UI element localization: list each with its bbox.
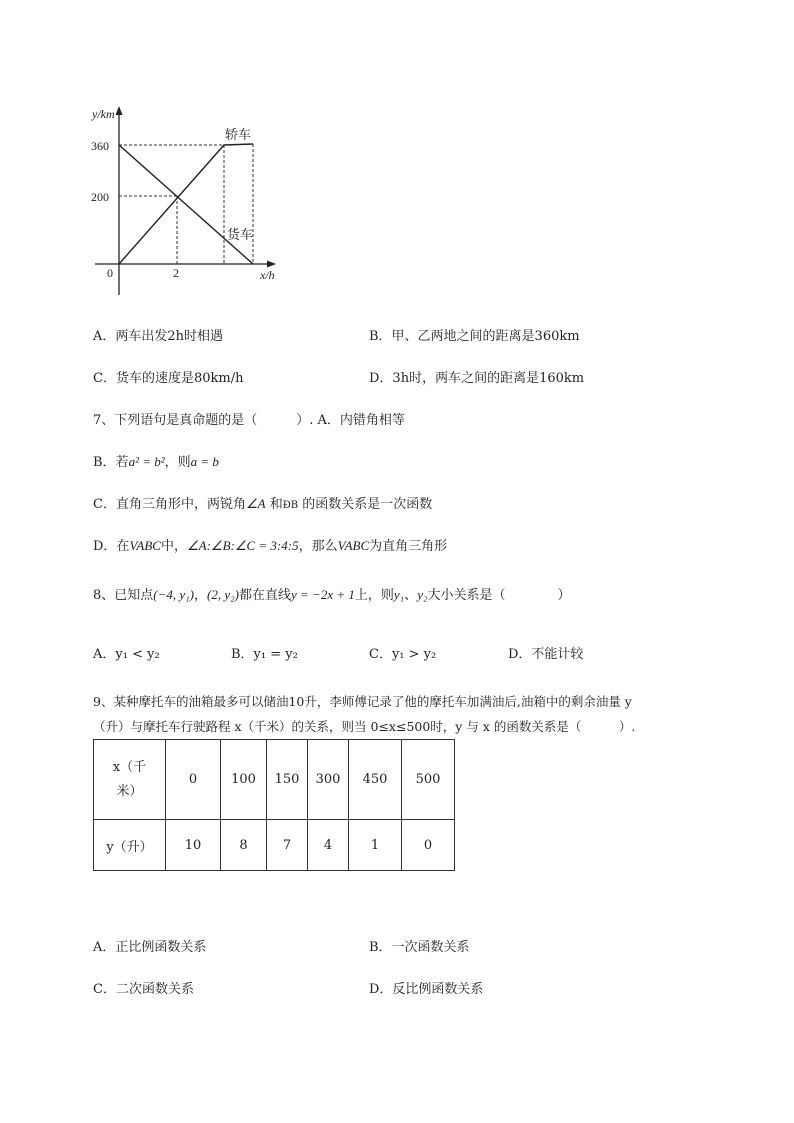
y-axis-label: y/km — [92, 107, 115, 121]
distance-time-graph — [90, 100, 290, 300]
car-label: 轿车 — [225, 128, 252, 143]
x-axis-label: x/h — [260, 268, 275, 282]
q7-b-mid: ，则 — [164, 455, 191, 470]
q9-data-table — [93, 739, 455, 871]
q7-c-angle-b: ÐB — [282, 500, 299, 511]
q7-d-prefix: D．在 — [93, 539, 130, 554]
x-value-cell: 500 — [402, 740, 455, 820]
q7-stem: 7、下列语句是真命题的是（ ）. A．内错角相等 — [93, 413, 405, 428]
q8-stem-mid2: 上，则 — [354, 588, 394, 603]
q7-option-b — [93, 451, 219, 470]
q8-point1: (−4, y₁) — [153, 587, 195, 602]
q7-c-and: 和 — [265, 497, 283, 512]
q7-b-math: a² = b² — [128, 454, 165, 469]
q7-b-prefix: B．若 — [93, 455, 129, 470]
q9-stem-line1: 9、某种摩托车的油箱最多可以储油10升，李师傅记录了他的摩托车加满油后,油箱中的剩余油量 y — [93, 694, 632, 709]
q8-sep: 、 — [404, 588, 418, 603]
q6-option-b: B．甲、乙两地之间的距离是360km — [369, 329, 580, 344]
q7-option-d — [93, 535, 447, 554]
q8-stem-prefix: 8、已知点 — [93, 588, 154, 603]
q7-d-in: 中， — [160, 539, 187, 554]
y-tick-200: 200 — [91, 190, 109, 204]
q7-c-suffix: 的函数关系是一次函数 — [298, 497, 433, 512]
q8-y2: y₂ — [417, 587, 428, 602]
x-value-cell: 100 — [221, 740, 267, 820]
q7-d-tri2: VABC — [337, 538, 370, 553]
q7-d-tri: VABC — [129, 538, 161, 553]
y-value-cell: 4 — [308, 820, 349, 871]
q7-c-prefix: C．直角三角形中，两锐角 — [93, 497, 246, 512]
q7-c-angle-a: ∠A — [245, 496, 266, 511]
x-value-cell: 150 — [267, 740, 308, 820]
x-axis-arrow — [267, 261, 276, 268]
q6-option-a: A．两车出发2h时相遇 — [93, 329, 224, 344]
origin-label: 0 — [107, 266, 113, 280]
y-tick-360: 360 — [91, 139, 109, 153]
q7-b-math2: a = b — [190, 454, 219, 469]
x-value-cell: 300 — [308, 740, 349, 820]
q8-comma: ， — [194, 588, 208, 603]
table-row-y — [94, 820, 455, 871]
q6-option-d: D．3h时，两车之间的距离是160km — [369, 371, 585, 386]
y-value-cell: 7 — [267, 820, 308, 871]
x-header-line2: 米） — [116, 783, 143, 799]
q9-option-d: D．反比例函数关系 — [369, 982, 484, 997]
q9-option-c: C．二次函数关系 — [93, 982, 194, 997]
y-value-cell: 10 — [166, 820, 221, 871]
x-header-cell — [94, 740, 166, 820]
q8-stem-mid: 都在直线 — [238, 588, 291, 603]
q8-option-b: B．y₁ = y₂ — [231, 647, 298, 662]
q8-option-d: D．不能计较 — [508, 647, 584, 662]
q8-stem — [93, 584, 571, 603]
table-row-x — [94, 740, 455, 820]
q9-stem-line2: （升）与摩托车行驶路程 x（千米）的关系，则当 0≤x≤500时，y 与 x 的函数关系是（ ）. — [93, 719, 636, 734]
q8-stem-suffix: 大小关系是（ ） — [427, 588, 571, 603]
q8-option-c: C．y₁ > y₂ — [369, 647, 437, 662]
q9-option-a: A．正比例函数关系 — [93, 940, 207, 955]
y-axis-arrow — [116, 106, 123, 115]
x-header-line1: x（千 — [112, 759, 147, 775]
q8-point2: (2, y₂) — [207, 587, 239, 602]
x-value-cell: 0 — [166, 740, 221, 820]
q7-option-c — [93, 493, 432, 512]
y-header-cell: y（升） — [94, 820, 166, 871]
q8-option-a: A．y₁ < y₂ — [93, 647, 160, 662]
q7-d-then: ，那么 — [298, 539, 338, 554]
q6-option-c: C．货车的速度是80km/h — [93, 371, 244, 386]
truck-label: 货车 — [227, 228, 254, 243]
x-value-cell: 450 — [349, 740, 402, 820]
q8-line-eq: y = −2x + 1 — [291, 587, 355, 602]
q7-d-ratio: ∠A:∠B:∠C = 3:4:5 — [186, 538, 299, 553]
x-tick-2: 2 — [173, 266, 179, 280]
y-value-cell: 8 — [221, 820, 267, 871]
y-value-cell: 0 — [402, 820, 455, 871]
q9-option-b: B．一次函数关系 — [369, 940, 470, 955]
q7-d-suffix: 为直角三角形 — [369, 539, 448, 554]
truck-line — [119, 145, 253, 264]
q8-y1: y₁ — [393, 587, 405, 602]
y-value-cell: 1 — [349, 820, 402, 871]
